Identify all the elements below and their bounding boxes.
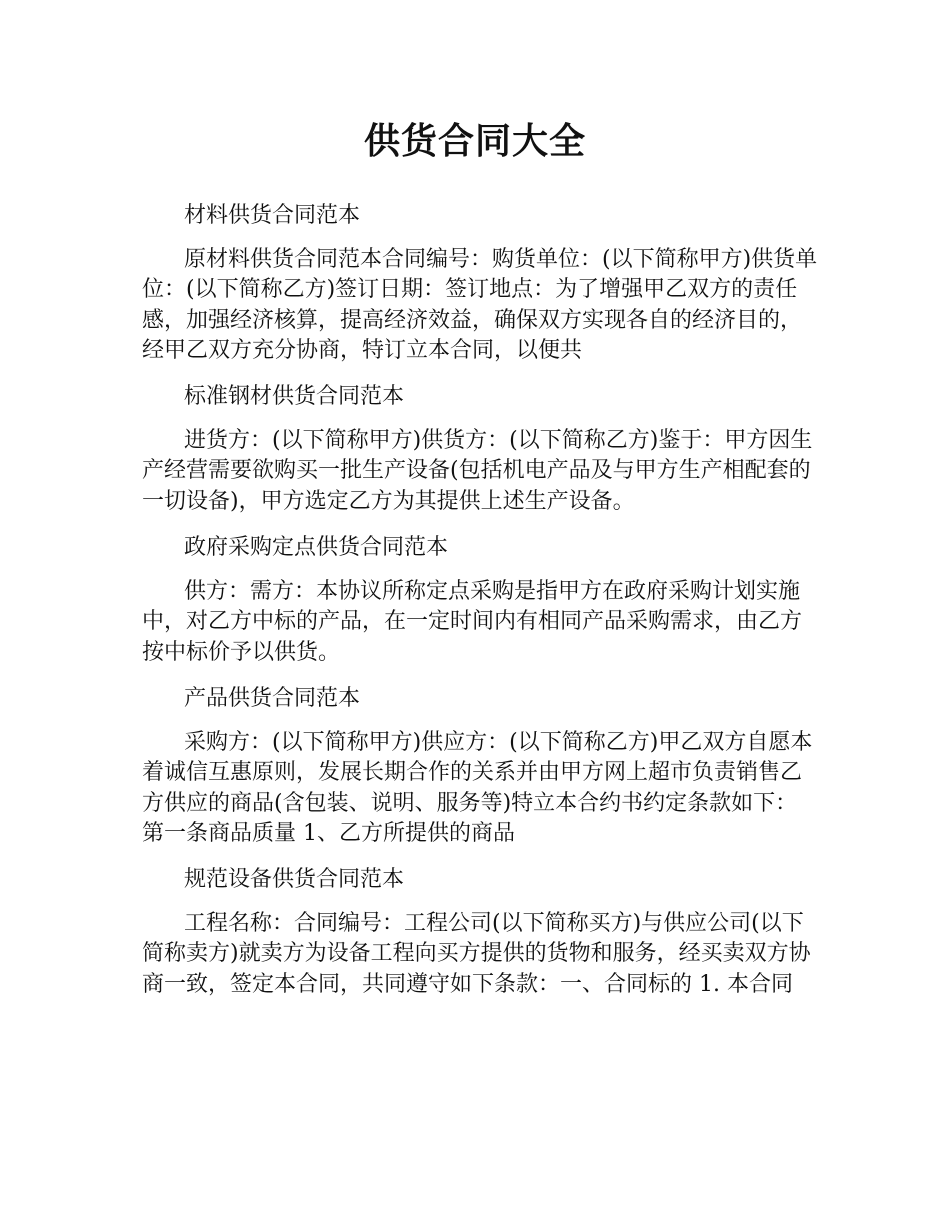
section-heading: 标准钢材供货合同范本 [184, 384, 405, 410]
section-heading: 规范设备供货合同范本 [184, 867, 405, 893]
section-heading: 政府采购定点供货合同范本 [184, 535, 449, 561]
section-paragraph: 进货方：(以下简称甲方)供货方：(以下简称乙方)鉴于：甲方因生产经营需要欲购买一批生产设备(包括机电产品及与甲方生产相配套的一切设备)，甲方选定乙方为其提供上述生产设备。 [142, 428, 813, 514]
document-body [142, 201, 818, 1000]
section-paragraph: 工程名称：合同编号：工程公司(以下简称买方)与供应公司(以下简称卖方)就卖方为设备工程向买方提供的货物和服务，经买卖双方协商一致，签定本合同，共同遵守如下条款：一、合同标的 1. 本合同 [142, 911, 811, 997]
section-heading: 产品供货合同范本 [184, 685, 361, 711]
document-title: 供货合同大全 [363, 121, 586, 162]
section-paragraph: 供方：需方：本协议所称定点采购是指甲方在政府采购计划实施中，对乙方中标的产品，在一定时间内有相同产品采购需求，由乙方按中标价予以供货。 [142, 579, 803, 665]
section-material-supply [142, 201, 818, 382]
section-government-procurement [142, 533, 818, 684]
section-product-supply [142, 684, 818, 865]
section-steel-supply [142, 382, 818, 533]
section-heading: 材料供货合同范本 [184, 203, 361, 228]
section-paragraph: 原材料供货合同范本合同编号：购货单位：(以下简称甲方)供货单位：(以下简称乙方)签订日期：签订地点：为了增强甲乙双方的责任感，加强经济核算，提高经济效益，确保双方实现各自的经济目的，经甲乙双方充分协商，特订立本合同，以便共 [142, 247, 818, 363]
section-equipment-supply [142, 865, 818, 1000]
section-paragraph: 采购方：(以下简称甲方)供应方：(以下简称乙方)甲乙双方自愿本着诚信互惠原则，发展长期合作的关系并由甲方网上超市负责销售乙方供应的商品(含包装、说明、服务等)特立本合约书约定条款如下：第一条商品质量 1、乙方所提供的商品 [142, 729, 813, 846]
